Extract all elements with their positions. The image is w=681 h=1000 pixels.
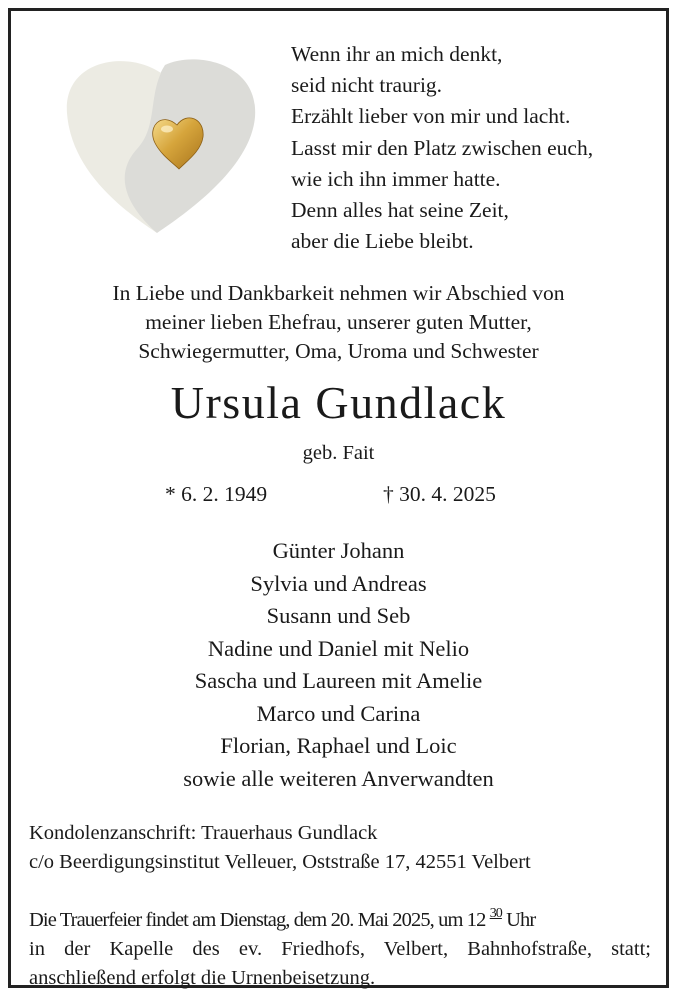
poem-line: Erzählt lieber von mir und lacht. — [291, 104, 571, 129]
poem-line: wie ich ihn immer hatte. — [291, 166, 501, 191]
mourner-line: Günter Johann — [272, 538, 405, 563]
double-heart-illustration — [53, 55, 271, 247]
service-line: in der Kapelle des ev. Friedhofs, Velbert, Bahnhofstraße, statt; — [29, 938, 651, 960]
address-line: Kondolenzanschrift: Trauerhaus Gundlack — [29, 822, 378, 844]
mourner-line: Sylvia und Andreas — [250, 570, 427, 596]
mourner-line: Sascha und Laureen mit Amelie — [194, 668, 483, 693]
intro-line: In Liebe und Dankbarkeit nehmen wir Abschied von — [112, 281, 565, 305]
service-line — [29, 899, 651, 935]
poem-line: aber die Liebe bleibt. — [291, 229, 474, 254]
mourner-line: Marco und Carina — [256, 700, 421, 726]
poem-line: Denn alles hat seine Zeit, — [291, 198, 509, 223]
service-time-unit: Uhr — [506, 909, 536, 931]
farewell-intro — [11, 279, 666, 366]
condolence-address — [29, 819, 531, 877]
service-line: anschließend erfolgt die Urnenbeisetzung. — [29, 967, 376, 989]
intro-line: Schwiegermutter, Oma, Uroma und Schwester — [138, 339, 539, 363]
mourner-line: Florian, Raphael und Loic — [220, 733, 457, 758]
poem-line: seid nicht traurig. — [291, 73, 443, 98]
funeral-service-info — [29, 899, 651, 993]
address-line: c/o Beerdigungsinstitut Velleuer, Oststraße 17, 42551 Velbert — [29, 851, 531, 873]
poem-line: Lasst mir den Platz zwischen euch, — [291, 135, 594, 160]
birth-date: * 6. 2. 1949 — [165, 482, 268, 506]
obituary-frame — [8, 8, 669, 988]
maiden-name: geb. Fait — [302, 442, 375, 464]
death-date: † 30. 4. 2025 — [383, 482, 496, 506]
mourner-line: Nadine und Daniel mit Nelio — [207, 635, 470, 661]
mourners-list — [11, 535, 666, 795]
service-date-text: Die Trauerfeier findet am Dienstag, dem 20. Mai 2025, um 12 — [29, 909, 486, 931]
poem-line: Wenn ihr an mich denkt, — [291, 42, 503, 66]
mourner-line: sowie alle weiteren Anverwandten — [183, 765, 494, 791]
service-time-minutes: 30 — [489, 906, 502, 921]
intro-line: meiner lieben Ehefrau, unserer guten Mutter, — [145, 310, 532, 334]
deceased-name: Ursula Gundlack — [170, 377, 507, 428]
poem — [291, 39, 593, 257]
obituary-content — [11, 11, 666, 989]
mourner-line: Susann und Seb — [266, 603, 411, 628]
